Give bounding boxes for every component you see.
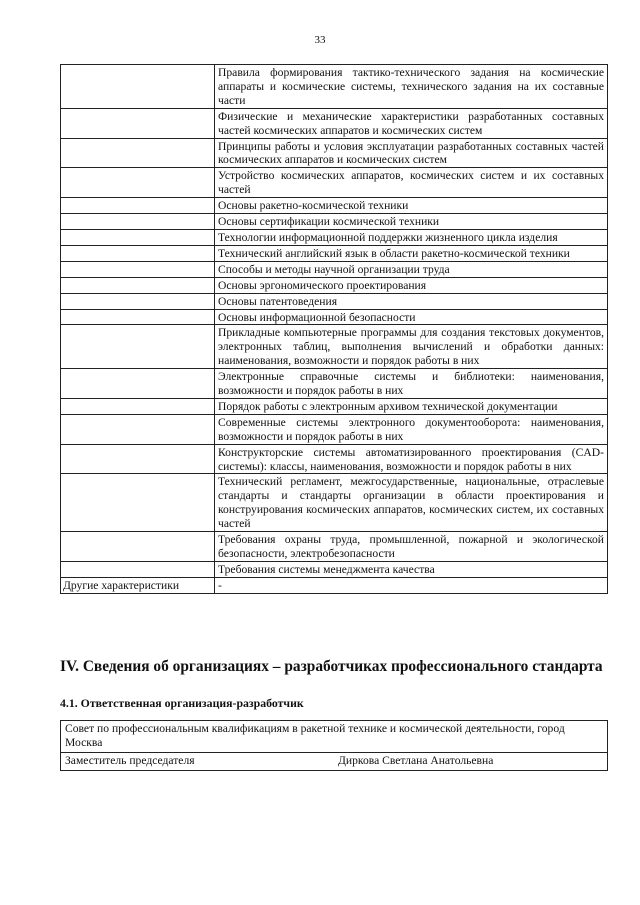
left-cell xyxy=(61,168,215,198)
section-title: IV. Сведения об организациях – разработчиках профессионального стандарта xyxy=(60,658,603,675)
table-row xyxy=(61,214,608,230)
table-row xyxy=(61,414,608,444)
table-row xyxy=(61,532,608,562)
table-row xyxy=(61,474,608,532)
other-characteristics-value: - xyxy=(215,577,608,593)
left-cell xyxy=(61,398,215,414)
organization-table xyxy=(60,720,608,771)
requirement-item: Устройство космических аппаратов, космических систем и их составных частей xyxy=(215,168,608,198)
left-cell xyxy=(61,532,215,562)
left-cell xyxy=(61,229,215,245)
left-cell xyxy=(61,198,215,214)
other-characteristics-label: Другие характеристики xyxy=(61,577,215,593)
other-characteristics-row xyxy=(61,577,608,593)
table-row xyxy=(61,398,608,414)
requirement-item: Правила формирования тактико-технического задания на космические аппараты и космические системы, технического задания на их составные части xyxy=(215,65,608,109)
table-row xyxy=(61,261,608,277)
table-row xyxy=(61,229,608,245)
organization-name: Совет по профессиональным квалификациям в ракетной технике и космической деятельности, город Москва xyxy=(61,721,608,753)
requirement-item: Прикладные компьютерные программы для создания текстовых документов, электронных таблиц, выполнения вычислений и обработки данных: наименования, возможности и порядок работы в них xyxy=(215,325,608,369)
requirement-item: Основы информационной безопасности xyxy=(215,309,608,325)
left-cell xyxy=(61,65,215,109)
left-cell xyxy=(61,293,215,309)
left-cell xyxy=(61,325,215,369)
left-cell xyxy=(61,277,215,293)
page-number: 33 xyxy=(314,34,326,46)
requirement-item: Физические и механические характеристики разработанных составных частей космических аппаратов и космических систем xyxy=(215,108,608,138)
table-row xyxy=(61,309,608,325)
left-cell xyxy=(61,309,215,325)
table-row xyxy=(61,65,608,109)
position-title: Заместитель председателя xyxy=(61,753,335,771)
table-row xyxy=(61,198,608,214)
requirement-item: Конструкторские системы автоматизированного проектирования (CAD-системы): классы, наименования, возможности и порядок работы в них xyxy=(215,444,608,474)
left-cell xyxy=(61,138,215,168)
table-row xyxy=(61,245,608,261)
requirement-item: Основы ракетно-космической техники xyxy=(215,198,608,214)
left-cell xyxy=(61,444,215,474)
left-cell xyxy=(61,245,215,261)
table-row xyxy=(61,369,608,399)
requirement-item: Технический английский язык в области ракетно-космической техники xyxy=(215,245,608,261)
signature-row xyxy=(61,753,608,771)
requirement-item: Порядок работы с электронным архивом технической документации xyxy=(215,398,608,414)
left-cell xyxy=(61,561,215,577)
table-row xyxy=(61,277,608,293)
table-row xyxy=(61,293,608,309)
table-row xyxy=(61,325,608,369)
requirement-item: Требования охраны труда, промышленной, пожарной и экологической безопасности, электробезопасности xyxy=(215,532,608,562)
organization-name-row xyxy=(61,721,608,753)
requirement-item: Основы сертификации космической техники xyxy=(215,214,608,230)
table-row xyxy=(61,444,608,474)
left-cell xyxy=(61,369,215,399)
subsection-title: 4.1. Ответственная организация-разработчик xyxy=(60,696,304,710)
left-cell xyxy=(61,214,215,230)
table-row xyxy=(61,138,608,168)
requirement-item: Требования системы менеджмента качества xyxy=(215,561,608,577)
requirement-item: Электронные справочные системы и библиотеки: наименования, возможности и порядок работы в них xyxy=(215,369,608,399)
left-cell xyxy=(61,261,215,277)
table-row xyxy=(61,561,608,577)
table-row xyxy=(61,168,608,198)
knowledge-requirements-table xyxy=(60,64,608,594)
left-cell xyxy=(61,414,215,444)
requirement-item: Технологии информационной поддержки жизненного цикла изделия xyxy=(215,229,608,245)
requirement-item: Принципы работы и условия эксплуатации разработанных составных частей космических аппаратов и космических систем xyxy=(215,138,608,168)
requirement-item: Основы эргономического проектирования xyxy=(215,277,608,293)
requirement-item: Способы и методы научной организации труда xyxy=(215,261,608,277)
requirement-item: Основы патентоведения xyxy=(215,293,608,309)
left-cell xyxy=(61,108,215,138)
requirement-item: Технический регламент, межгосударственные, национальные, отраслевые стандарты и стандарты организации в области проектирования и конструирования космических аппаратов, космических систем, их составных частей xyxy=(215,474,608,532)
requirement-item: Современные системы электронного документооборота: наименования, возможности и порядок работы в них xyxy=(215,414,608,444)
table-row xyxy=(61,108,608,138)
left-cell xyxy=(61,474,215,532)
person-name: Диркова Светлана Анатольевна xyxy=(334,753,608,771)
